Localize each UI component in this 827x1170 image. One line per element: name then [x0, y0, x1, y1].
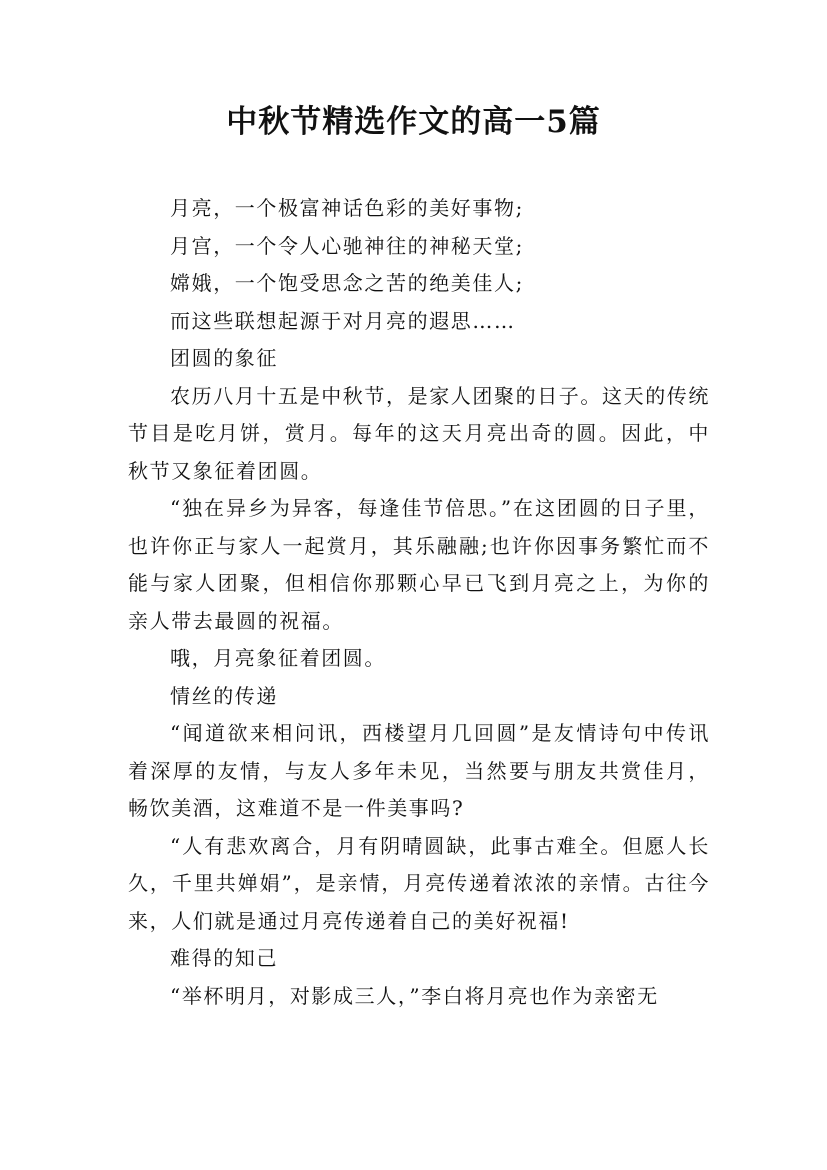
paragraph-associations: 而这些联想起源于对月亮的遐思…… — [170, 308, 516, 333]
document-title: 中秋节精选作文的高一5篇 — [226, 104, 601, 140]
paragraph-moon: 月亮，一个极富神话色彩的美好事物; — [170, 196, 524, 220]
section-heading-affection: 情丝的传递 — [170, 683, 278, 708]
paragraph-mid-autumn-festival: 农历八月十五是中秋节，是家人团聚的日子。这天的传统节目是吃月饼，赏月。每年的这天月亮出奇的圆。因此，中秋节又象征着团圆。 — [128, 383, 710, 483]
paragraph-moon-palace: 月宫，一个令人心驰神往的神秘天堂; — [170, 233, 524, 258]
document-body — [128, 190, 710, 1015]
paragraph-friendship: “闻道欲来相问讯，西楼望月几回圆”是友情诗句中传讯着深厚的友情，与友人多年未见，当然要与朋友共赏佳月，畅饮美酒，这难道不是一件美事吗? — [128, 721, 710, 820]
paragraph-reunion-symbol: 哦，月亮象征着团圆。 — [170, 646, 386, 670]
section-heading-reunion: 团圆的象征 — [170, 346, 278, 370]
paragraph-family-love: “人有悲欢离合，月有阴晴圆缺，此事古难全。但愿人长久，千里共婵娟”，是亲情，月亮传递着浓浓的亲情。古往今来，人们就是通过月亮传递着自己的美好祝福! — [128, 833, 710, 933]
paragraph-change: 嫦娥，一个饱受思念之苦的绝美佳人; — [170, 271, 524, 295]
paragraph-homesick-poem: “独在异乡为异客，每逢佳节倍思。”在这团圆的日子里，也许你正与家人一起赏月，其乐融融;也许你因事务繁忙而不能与家人团聚，但相信你那颗心早已飞到月亮之上，为你的亲人带去最圆的祝福。 — [128, 496, 710, 633]
section-heading-confidant: 难得的知己 — [170, 946, 278, 970]
paragraph-li-bai: “举杯明月，对影成三人，”李白将月亮也作为亲密无 — [170, 983, 659, 1008]
